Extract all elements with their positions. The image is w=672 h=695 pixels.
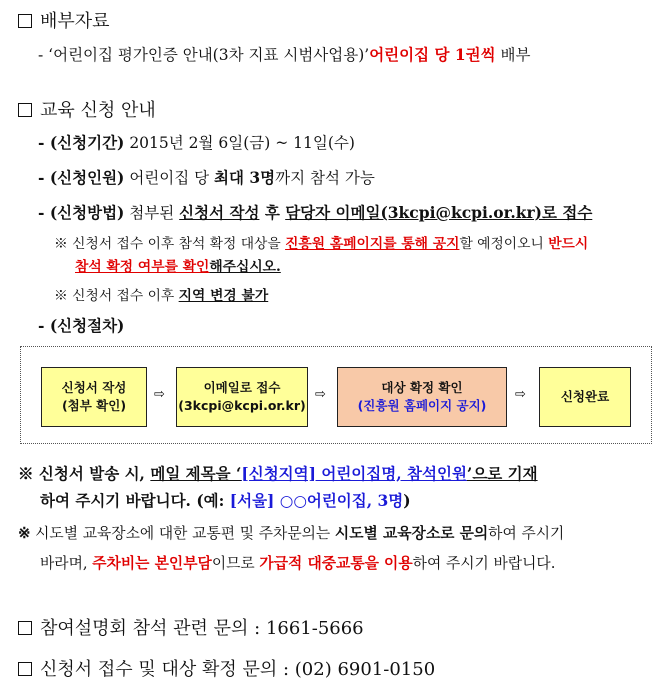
materials-text: - ‘어린이집 평가인증 안내(3차 지표 시범사업용)’ xyxy=(38,46,370,64)
checkbox-square-icon xyxy=(18,103,32,117)
note-region-fixed: 지역 변경 불가 xyxy=(178,288,269,304)
notice-inquiry: 시도별 교육장소로 문의 xyxy=(334,525,489,542)
note-confirmation xyxy=(54,233,588,279)
notice-text: 신청서 발송 시, xyxy=(33,464,151,483)
step-email-submit xyxy=(176,367,308,427)
procedure-flow xyxy=(20,346,652,444)
note-mark: ※ xyxy=(54,236,68,252)
section-heading-materials xyxy=(18,7,110,33)
section-heading-application xyxy=(18,96,156,122)
application-period xyxy=(38,131,355,153)
arrow-right-icon: ⇨ xyxy=(515,387,526,402)
method-label: - (신청방법) xyxy=(38,203,125,222)
people-max: 최대 3명 xyxy=(214,168,276,187)
contact-text: 참여설명회 참석 관련 문의 : 1661-5666 xyxy=(40,618,364,639)
note-text: 신청서 접수 이후 xyxy=(67,288,179,304)
step-complete xyxy=(539,367,631,427)
period-label: - (신청기간) xyxy=(38,133,125,152)
step-write-form xyxy=(41,367,147,427)
step-confirm-target xyxy=(337,367,507,427)
materials-line xyxy=(38,43,530,65)
section-title: 배부자료 xyxy=(40,11,110,32)
notice-text: 바라며, xyxy=(40,555,93,572)
arrow-right-icon: ⇨ xyxy=(154,387,165,402)
method-email: 담당자 이메일(3kcpi@kcpi.or.kr)로 접수 xyxy=(285,203,593,222)
method-then: 후 xyxy=(259,203,286,222)
notice-parking-fee: 주차비는 본인부담 xyxy=(92,555,212,572)
step-sub: (첨부 확인) xyxy=(61,398,127,413)
step-title: 신청서 작성 xyxy=(61,380,127,395)
step-sub: (진흥원 홈페이지 공지) xyxy=(357,398,487,413)
notice-subject-post: ’으로 기재 xyxy=(466,464,538,483)
procedure-label: - (신청절차) xyxy=(38,316,125,335)
step-sub: (3kcpi@kcpi.or.kr) xyxy=(178,398,306,413)
notice-mark: ※ xyxy=(18,525,31,542)
application-people xyxy=(38,166,375,188)
people-text-end: 까지 참석 가능 xyxy=(275,169,375,187)
arrow-right-icon: ⇨ xyxy=(315,387,326,402)
step-title: 대상 확정 확인 xyxy=(381,380,463,395)
period-value: 2015년 2월 6일(금) ~ 11일(수) xyxy=(124,134,355,152)
contact-text: 신청서 접수 및 대상 확정 문의 : (02) 6901-0150 xyxy=(40,659,436,680)
note-text: 신청서 접수 이후 참석 확정 대상을 xyxy=(67,236,286,252)
application-method xyxy=(38,201,592,223)
step-title: 신청완료 xyxy=(560,389,610,404)
notice-email-subject xyxy=(18,460,538,514)
notice-text-mid: 이므로 xyxy=(211,555,260,572)
method-form: 신청서 작성 xyxy=(179,203,260,222)
materials-highlight: 어린이집 당 1권씩 xyxy=(369,45,496,64)
note-highlight-homepage: 진흥원 홈페이지를 통해 공지 xyxy=(285,236,460,252)
notice-subject-pre: 메일 제목을 ‘ xyxy=(150,464,242,483)
section-title: 교육 신청 안내 xyxy=(40,100,156,121)
note-region xyxy=(54,284,268,304)
contact-briefing xyxy=(18,614,364,640)
checkbox-square-icon xyxy=(18,621,32,635)
notice-subject-format: [신청지역] 어린이집명, 참석인원 xyxy=(241,464,467,483)
notice-text: 시도별 교육장소에 대한 교통편 및 주차문의는 xyxy=(30,525,335,542)
people-text: 어린이집 당 xyxy=(124,169,215,187)
note-highlight-must: 반드시 xyxy=(548,236,589,252)
note-mark: ※ xyxy=(54,288,68,304)
notice-public-transit: 가급적 대중교통을 이용 xyxy=(259,555,413,572)
checkbox-square-icon xyxy=(18,14,32,28)
method-text: 첨부된 xyxy=(124,204,180,222)
note-text-mid: 할 예정이오니 xyxy=(459,236,549,252)
note-text-end: 해주십시오. xyxy=(209,259,281,275)
notice-example-pre: 하여 주시기 바랍니다. (예: xyxy=(40,491,230,510)
notice-text-end: 하여 주시기 xyxy=(488,525,565,542)
materials-text-end: 배부 xyxy=(495,46,531,64)
people-label: - (신청인원) xyxy=(38,168,125,187)
checkbox-square-icon xyxy=(18,662,32,676)
step-title: 이메일로 접수 xyxy=(203,380,281,395)
notice-mark: ※ xyxy=(18,464,34,483)
contact-application xyxy=(18,655,435,681)
notice-text-end: 하여 주시기 바랍니다. xyxy=(412,555,556,572)
note-highlight-check: 참석 확정 여부를 확인 xyxy=(75,259,210,275)
notice-example-post: ) xyxy=(403,491,411,510)
notice-example: [서울] ○○어린이집, 3명 xyxy=(229,491,404,510)
notice-parking xyxy=(18,519,564,579)
